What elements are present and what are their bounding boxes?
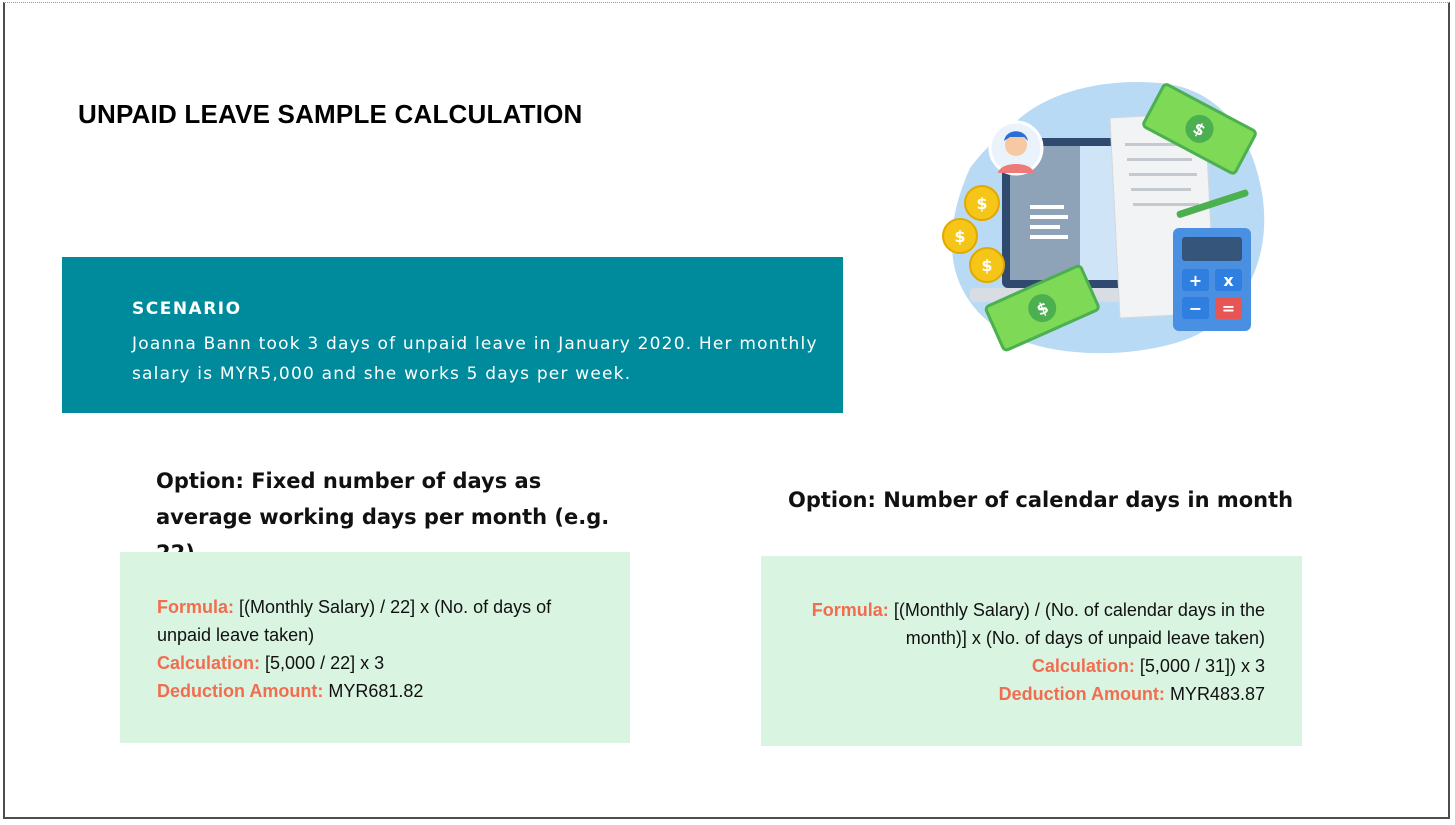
svg-text:+: + <box>1188 271 1203 290</box>
calculation-value: [5,000 / 31]) x 3 <box>1139 656 1265 676</box>
calculation-label: Calculation: <box>1031 656 1135 676</box>
formula-label: Formula: <box>157 597 235 617</box>
calculation-line <box>781 652 1265 680</box>
formula-value: [(Monthly Salary) / (No. of calendar days in the month)] x (No. of days of unpaid leave taken) <box>893 600 1265 648</box>
formula-line <box>781 596 1265 652</box>
calculation-value: [5,000 / 22] x 3 <box>265 653 385 673</box>
svg-text:$: $ <box>1189 118 1209 141</box>
svg-text:x: x <box>1223 271 1234 290</box>
scenario-text: Joanna Bann took 3 days of unpaid leave in January 2020. Her monthly salary is MYR5,000 and she works 5 days per week. <box>132 334 818 384</box>
calculation-label: Calculation: <box>157 653 261 673</box>
option-fixed-days-title: Option: Fixed number of days as average working days per month (e.g. <box>156 469 610 529</box>
svg-text:$: $ <box>1033 297 1052 320</box>
payroll-calculation-illustration-icon <box>930 73 1270 363</box>
svg-text:$: $ <box>981 256 993 275</box>
deduction-value: MYR483.87 <box>1169 684 1265 704</box>
option-calendar-days-title: Option: Number of calendar days in month <box>788 488 1294 512</box>
formula-line <box>157 593 600 649</box>
option-fixed-days-calculation <box>120 552 630 743</box>
deduction-line <box>781 680 1265 708</box>
formula-value: [(Monthly Salary) / 22] x (No. of days of unpaid leave taken) <box>157 597 552 645</box>
svg-text:=: = <box>1221 299 1236 318</box>
deduction-line <box>157 677 600 705</box>
svg-text:$: $ <box>976 194 988 213</box>
page-title: UNPAID LEAVE SAMPLE CALCULATION <box>78 99 583 129</box>
scenario-panel <box>62 257 843 413</box>
formula-label: Formula: <box>811 600 889 620</box>
deduction-label: Deduction Amount: <box>157 681 324 701</box>
option-calendar-days-calculation <box>761 556 1302 746</box>
scenario-heading: SCENARIO <box>132 299 242 319</box>
deduction-label: Deduction Amount: <box>998 684 1165 704</box>
svg-text:$: $ <box>954 227 966 246</box>
svg-text:−: − <box>1188 299 1203 318</box>
calculation-line <box>157 649 600 677</box>
slide <box>3 2 1450 819</box>
deduction-value: MYR681.82 <box>328 681 424 701</box>
